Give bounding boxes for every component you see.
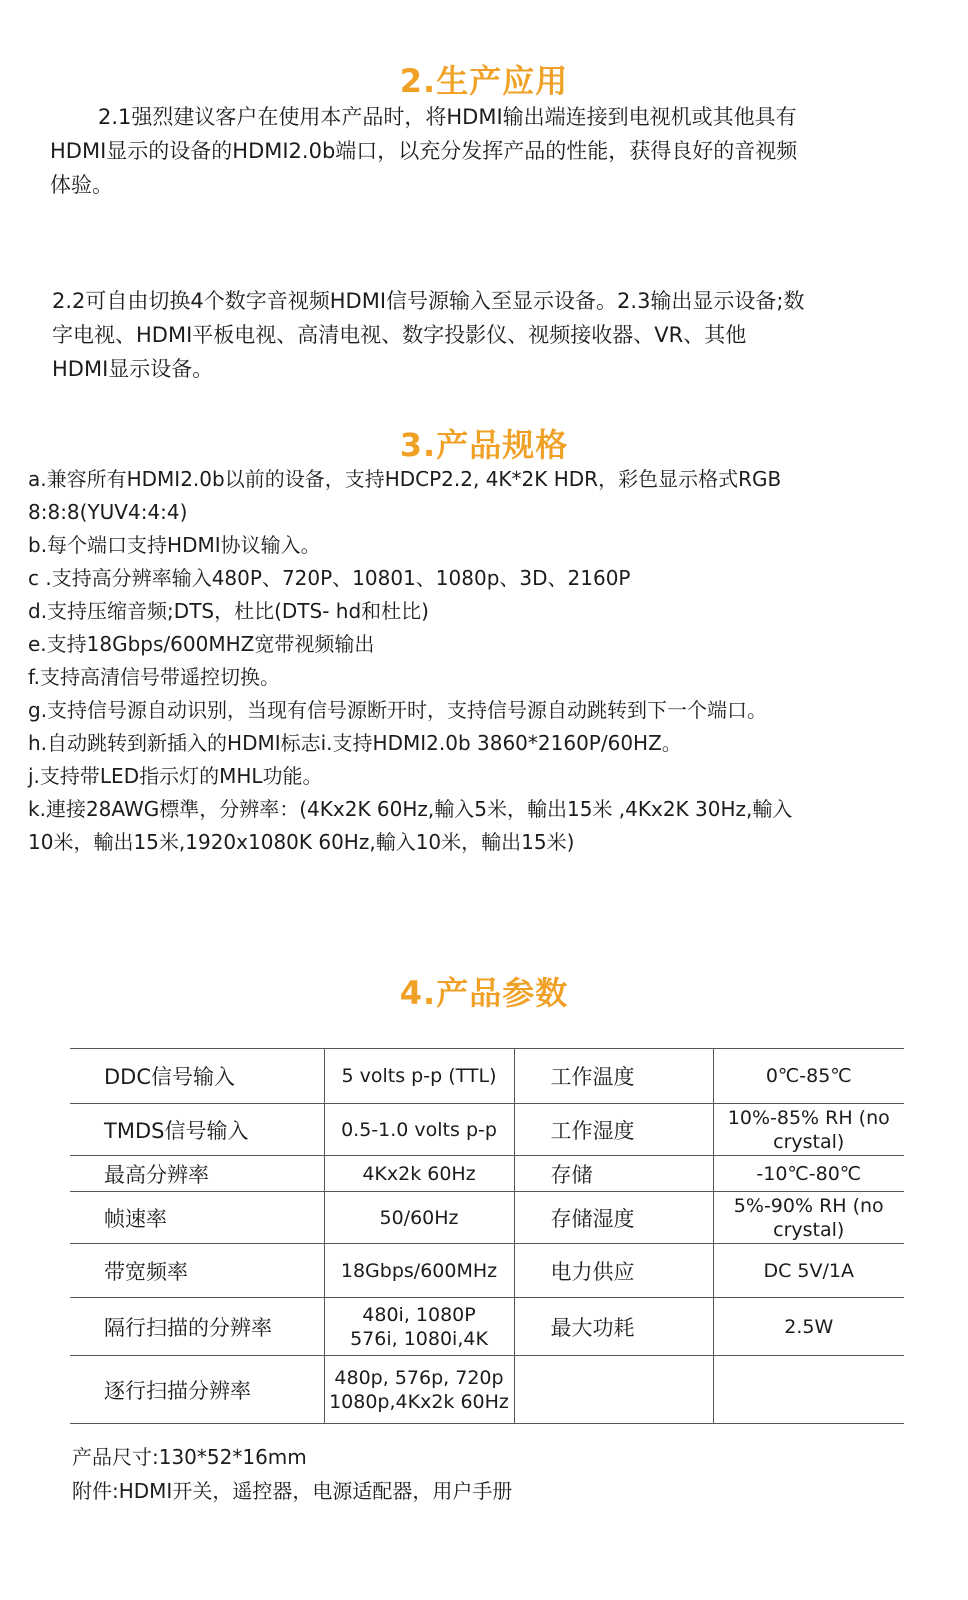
param-value <box>713 1192 904 1244</box>
table-row <box>70 1298 904 1356</box>
product-accessories: 附件:HDMI开关，遥控器，电源适配器，用户手册 <box>72 1479 513 1503</box>
param-label: 最高分辨率 <box>70 1156 324 1192</box>
spec-line: d.支持压缩音频;DTS，杜比(DTS- hd和杜比) <box>28 599 429 623</box>
value-line: 50/60Hz <box>379 1206 459 1229</box>
section-2-paragraph-1 <box>50 100 797 202</box>
value-line: 480i, 1080P <box>362 1303 476 1326</box>
table-row <box>70 1192 904 1244</box>
param-value <box>324 1298 514 1356</box>
param-label: 存储 <box>514 1156 713 1192</box>
value-line: -10℃-80℃ <box>756 1162 862 1185</box>
param-value <box>713 1244 904 1298</box>
table-row <box>70 1244 904 1298</box>
section-2-paragraph-2 <box>52 284 805 386</box>
section-4-title: 4.产品参数 <box>399 974 569 1012</box>
param-value <box>324 1192 514 1244</box>
product-footer <box>72 1440 512 1508</box>
spec-line: c .支持高分辨率输入480P、720P、10801、1080p、3D、2160P <box>28 566 631 590</box>
paragraph-line: HDMI显示的设备的HDMI2.0b端口，以充分发挥产品的性能，获得良好的音视频 <box>50 139 798 163</box>
value-line: 576i, 1080i,4K <box>350 1327 488 1350</box>
param-value <box>324 1049 514 1104</box>
param-label: 存储湿度 <box>514 1192 713 1244</box>
param-label: 工作湿度 <box>514 1104 713 1156</box>
param-label: 带宽频率 <box>70 1244 324 1298</box>
spec-list <box>28 463 792 859</box>
value-line: DC 5V/1A <box>763 1259 854 1282</box>
spec-line: g.支持信号源自动识别，当现有信号源断开时，支持信号源自动跳转到下一个端口。 <box>28 698 768 722</box>
param-value <box>713 1298 904 1356</box>
param-value <box>713 1356 904 1424</box>
param-label: 帧速率 <box>70 1192 324 1244</box>
param-label: DDC信号输入 <box>70 1049 324 1104</box>
value-line: 0.5-1.0 volts p-p <box>341 1118 497 1141</box>
param-value <box>324 1244 514 1298</box>
param-value <box>324 1156 514 1192</box>
section-3-title: 3.产品规格 <box>399 426 569 464</box>
spec-line: 8:8:8(YUV4:4:4) <box>28 500 188 524</box>
param-value <box>713 1104 904 1156</box>
product-size: 产品尺寸:130*52*16mm <box>72 1445 307 1469</box>
value-line: 1080p,4Kx2k 60Hz <box>329 1390 509 1413</box>
value-line: 2.5W <box>784 1315 834 1338</box>
paragraph-line: 字电视、HDMI平板电视、高清电视、数字投影仪、视频接收器、VR、其他 <box>52 323 747 347</box>
table-row <box>70 1356 904 1424</box>
value-line: 5%-90% RH (no <box>733 1194 884 1217</box>
param-label: TMDS信号输入 <box>70 1104 324 1156</box>
spec-line: a.兼容所有HDMI2.0b以前的设备，支持HDCP2.2, 4K*2K HDR，彩色显示格式RGB <box>28 467 782 491</box>
param-label <box>514 1356 713 1424</box>
table-row <box>70 1049 904 1104</box>
paragraph-line: 2.1强烈建议客户在使用本产品时，将HDMI输出端连接到电视机或其他具有 <box>98 105 797 129</box>
param-label: 工作温度 <box>514 1049 713 1104</box>
table-row <box>70 1104 904 1156</box>
value-line: 0℃-85℃ <box>765 1065 852 1087</box>
paragraph-line: 2.2可自由切换4个数字音视频HDMI信号源输入至显示设备。2.3输出显示设备;数 <box>52 289 805 313</box>
param-value <box>713 1049 904 1104</box>
value-line: crystal) <box>773 1218 845 1241</box>
param-label: 电力供应 <box>514 1244 713 1298</box>
value-line: 18Gbps/600MHz <box>340 1259 498 1282</box>
paragraph-line: 体验。 <box>50 173 113 197</box>
value-line: 10%-85% RH (no <box>727 1106 890 1129</box>
table-row <box>70 1156 904 1192</box>
spec-line: h.自动跳转到新插入的HDMI标志i.支持HDMI2.0b 3860*2160P/60HZ。 <box>28 731 682 755</box>
section-2-title: 2.生产应用 <box>399 62 569 100</box>
spec-line: k.連接28AWG標準，分辨率：(4Kx2K 60Hz,輸入5米，輸出15米 ,4Kx2K 30Hz,輸入 <box>28 797 793 821</box>
paragraph-line: HDMI显示设备。 <box>52 357 214 381</box>
value-line: crystal) <box>773 1130 845 1153</box>
param-value <box>324 1104 514 1156</box>
param-value <box>713 1156 904 1192</box>
params-table <box>70 1048 904 1424</box>
spec-line: b.每个端口支持HDMI协议输入。 <box>28 533 321 557</box>
spec-line: 10米，輸出15米,1920x1080K 60Hz,輸入10米，輸出15米) <box>28 830 575 854</box>
param-label: 逐行扫描分辨率 <box>70 1356 324 1424</box>
param-label: 隔行扫描的分辨率 <box>70 1298 324 1356</box>
value-line: 5 volts p-p (TTL) <box>341 1065 497 1087</box>
value-line: 480p, 576p, 720p <box>334 1366 504 1389</box>
spec-line: j.支持带LED指示灯的MHL功能。 <box>28 764 323 788</box>
param-label: 最大功耗 <box>514 1298 713 1356</box>
spec-line: e.支持18Gbps/600MHZ宽带视频输出 <box>28 632 375 656</box>
param-value <box>324 1356 514 1424</box>
value-line: 4Kx2k 60Hz <box>362 1162 476 1185</box>
spec-line: f.支持高清信号带遥控切换。 <box>28 665 280 689</box>
